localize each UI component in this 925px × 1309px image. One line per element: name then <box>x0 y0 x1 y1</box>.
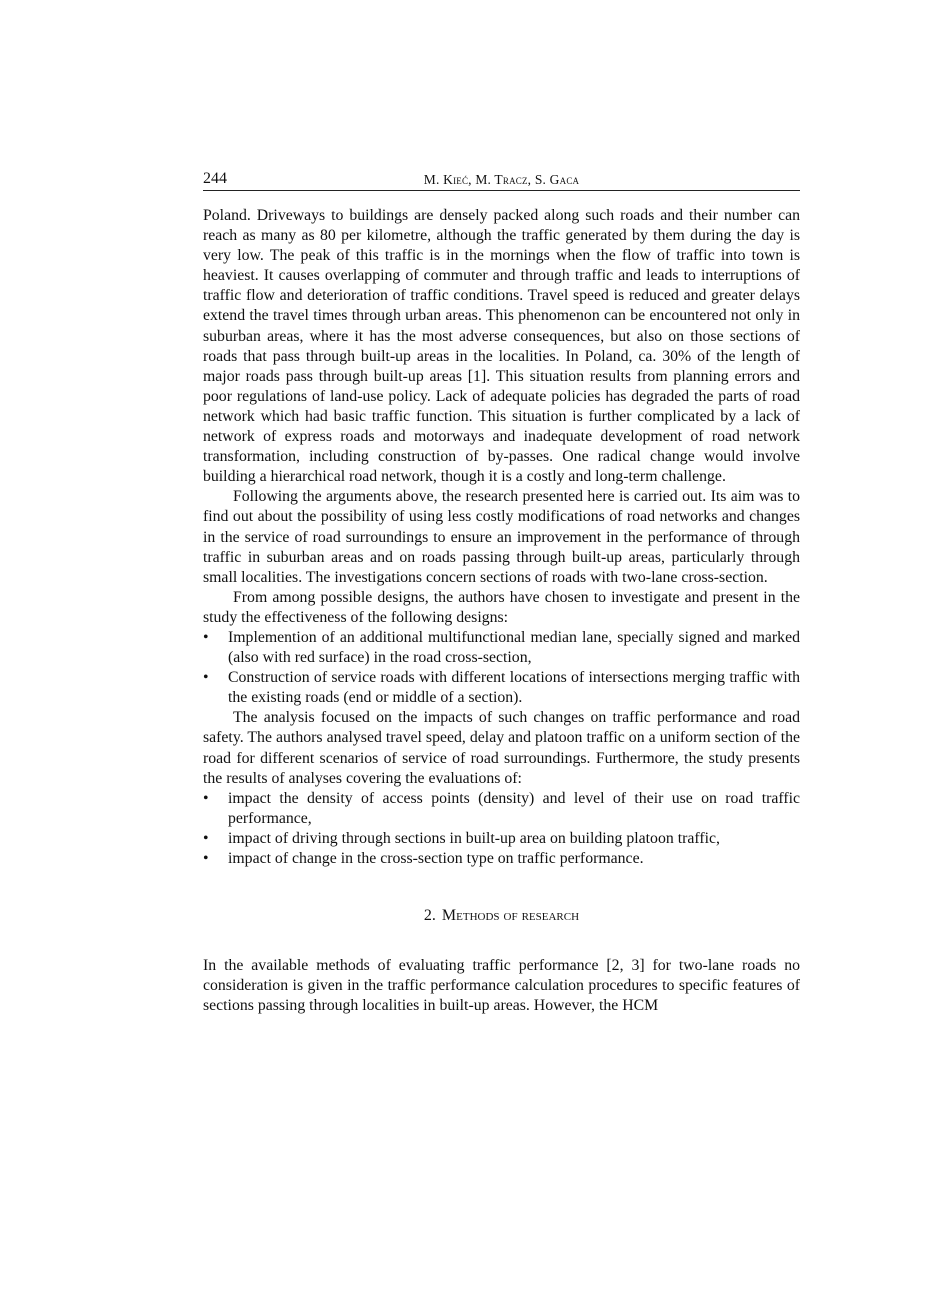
paragraph: Following the arguments above, the research presented here is carried out. Its aim was to find out about the possibility of using less costly modifications of road networks and changes in the service of road surroundings to ensure an improvement in the performance of through traffic in suburban areas and on roads passing through built-up areas, particularly through small localities. The investigations concern sections of roads with two-lane cross-section. <box>203 488 800 586</box>
section-heading <box>203 906 800 926</box>
paragraph: From among possible designs, the authors have chosen to investigate and present in the study the effectiveness of the following designs: <box>203 588 800 626</box>
bullet-icon: • <box>203 829 209 847</box>
bullet-icon: • <box>203 789 209 807</box>
bullet-icon: • <box>203 628 209 646</box>
list-item-text: impact the density of access points (density) and level of their use on road traffic performance, <box>228 789 800 827</box>
list-item <box>203 789 800 829</box>
paragraph: In the available methods of evaluating traffic performance [2, 3] for two-lane roads no consideration is given in the traffic performance calculation procedures to specific features of sections passing through localities in built-up areas. However, the HCM <box>203 957 800 1015</box>
list-item-text: Implemention of an additional multifunctional median lane, specially signed and marked (also with red surface) in the road cross-section, <box>228 628 800 667</box>
page-number: 244 <box>203 170 227 187</box>
list-item <box>203 829 800 849</box>
section-number: 2. <box>423 907 436 925</box>
bullet-icon: • <box>203 850 209 867</box>
list-item <box>203 668 800 708</box>
list-item <box>203 628 800 668</box>
paragraph: The analysis focused on the impacts of such changes on traffic performance and road safety. The authors analysed travel speed, delay and platoon traffic on a uniform section of the road for different scenarios of service of road surroundings. Furthermore, the study presents the results of analyses covering the evaluations of: <box>203 709 800 787</box>
running-head-authors: M. Kieć, M. Tracz, S. Gaca <box>423 172 580 187</box>
list-item-text: impact of change in the cross-section type on traffic performance. <box>228 850 644 867</box>
designs-list <box>203 628 800 708</box>
body-text <box>203 206 800 1016</box>
paragraph: Poland. Driveways to buildings are densely packed along such roads and their number can reach as many as 80 per kilometre, although the traffic generated by them during the day is very low. The peak of this traffic is in the mornings when the flow of traffic into town is heaviest. It causes overlapping of commuter and through traffic and leads to interruptions of traffic flow and deterioration of traffic conditions. Travel speed is reduced and greater delays extend the travel times through urban areas. This phenomenon can be encountered not only in suburban areas, where it has the most adverse consequences, but also on those sections of roads that pass through built-up areas in the localities. In Poland, ca. 30% of the length of major roads pass through built-up areas [1]. This situation results from planning errors and poor regulations of land-use policy. Lack of adequate policies has degraded the parts of road network which had basic traffic function. This situation is further complicated by a lack of network of express roads and motorways and inadequate development of road network transformation, including construction of by-passes. One radical change would involve building a hierarchical road network, though it is a costly and long-term challenge. <box>203 207 800 486</box>
bullet-icon: • <box>203 669 209 687</box>
section-title: Methods of research <box>441 907 580 925</box>
page <box>203 168 800 1016</box>
list-item-text: Construction of service roads with different locations of intersections merging traffic with the existing roads (end or middle of a section). <box>228 669 800 707</box>
running-head <box>203 168 800 191</box>
list-item-text: impact of driving through sections in built-up area on building platoon traffic, <box>228 829 720 847</box>
evaluations-list <box>203 789 800 869</box>
list-item <box>203 849 800 869</box>
